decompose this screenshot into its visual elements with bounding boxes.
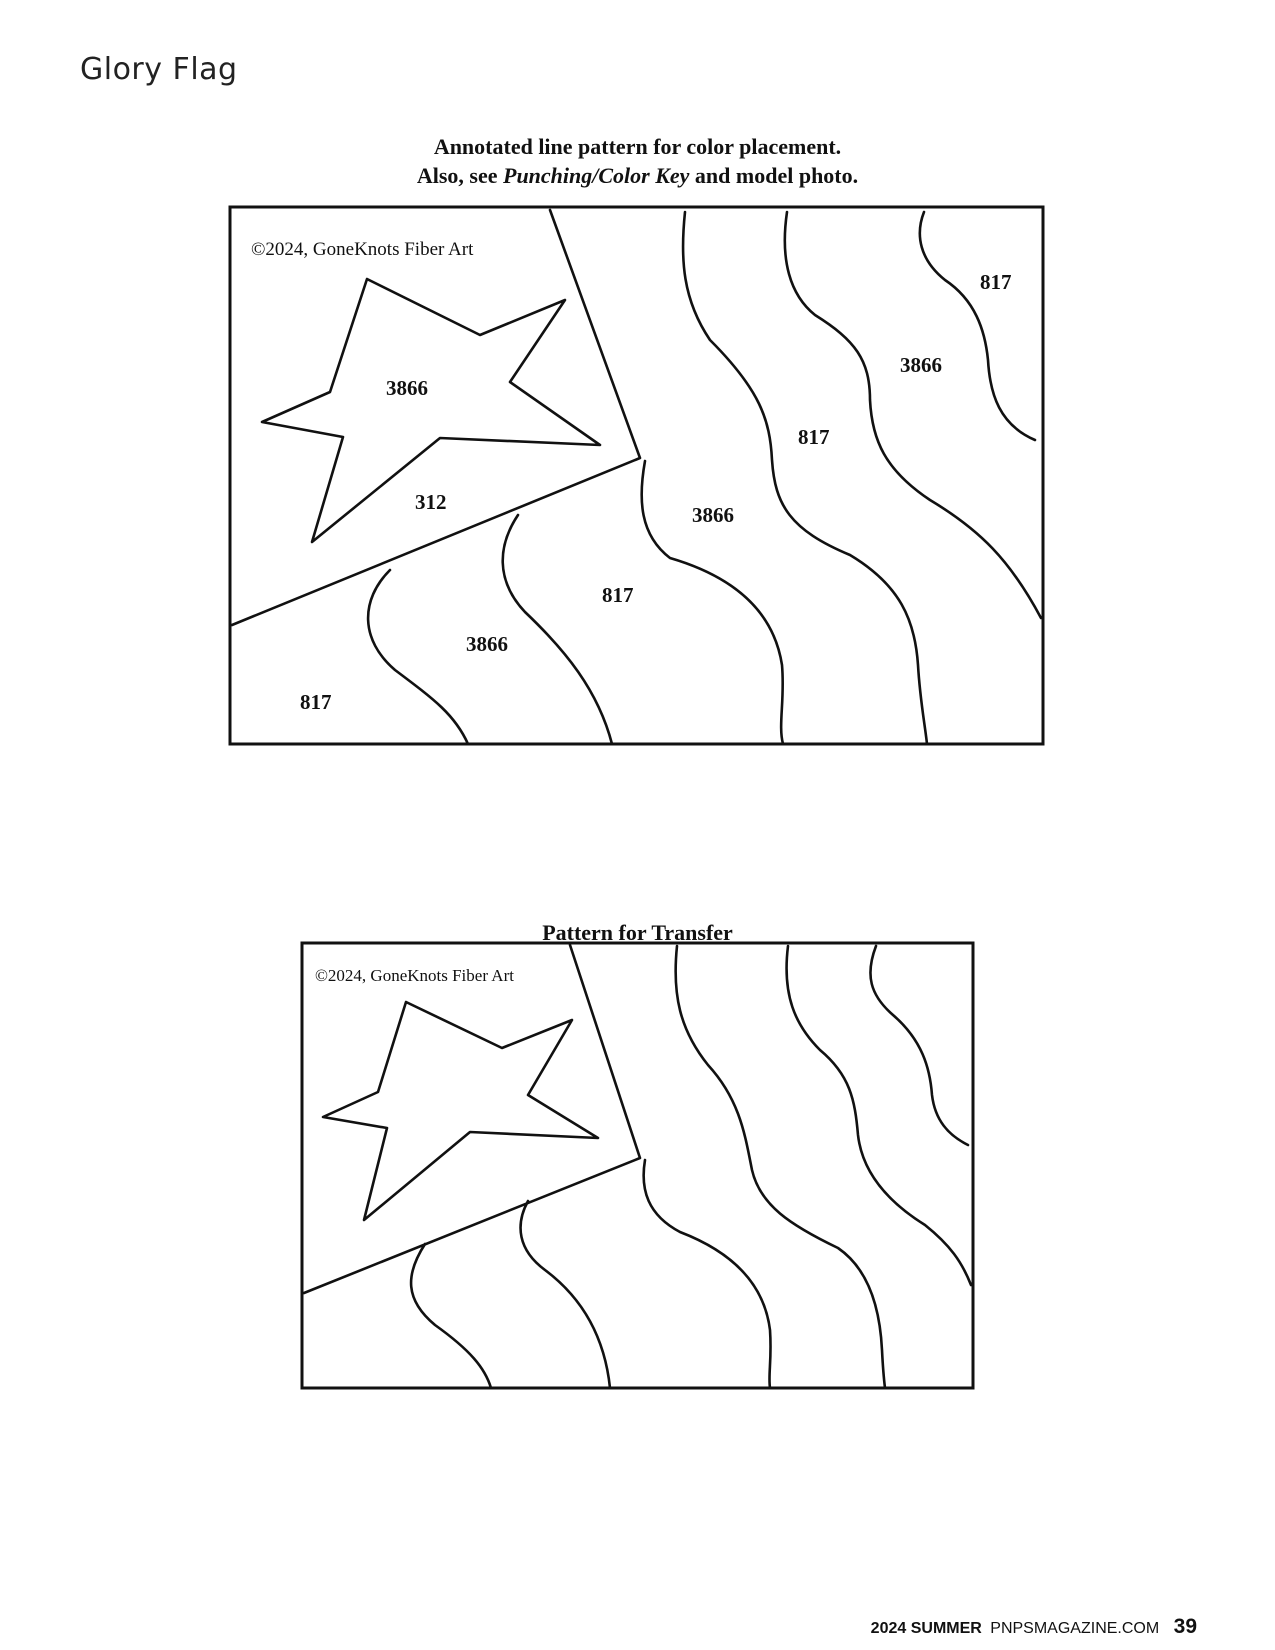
caption-note-prefix: Also, see xyxy=(416,163,503,188)
transfer-star-outline xyxy=(323,1002,598,1220)
annotated-stripe-line-6 xyxy=(920,212,1035,440)
annotated-stripe-line-4 xyxy=(683,212,927,744)
label-canton-312: 312 xyxy=(415,490,447,514)
annotated-stripe-line-2 xyxy=(503,515,612,744)
label-stripe-817-bottom-left: 817 xyxy=(300,690,332,714)
label-stripe-817-middle: 817 xyxy=(798,425,830,449)
label-stripe-3866-middle: 3866 xyxy=(692,503,734,527)
footer-issue: 2024 SUMMER xyxy=(870,1620,982,1637)
annotated-flag-frame xyxy=(230,207,1043,744)
annotated-pattern-caption: Annotated line pattern for color placement. xyxy=(433,134,842,159)
caption-note-suffix: and model photo. xyxy=(689,163,859,188)
transfer-canton-divider xyxy=(304,945,640,1293)
transfer-copyright: ©2024, GoneKnots Fiber Art xyxy=(315,966,514,985)
transfer-pattern-caption: Pattern for Transfer xyxy=(542,920,733,945)
page-number: 39 xyxy=(1173,1615,1197,1638)
label-stripe-817-top-right: 817 xyxy=(980,270,1012,294)
transfer-stripe-line-6 xyxy=(870,946,968,1145)
caption-note-key-reference: Punching/Color Key xyxy=(503,163,690,188)
annotated-copyright: ©2024, GoneKnots Fiber Art xyxy=(251,239,474,260)
annotated-stripe-line-1 xyxy=(368,570,468,744)
label-stripe-3866-lower: 3866 xyxy=(466,632,508,656)
annotated-flag-pattern xyxy=(230,207,1043,744)
transfer-stripe-line-5 xyxy=(787,946,971,1285)
footer-website: PNPSMAGAZINE.COM xyxy=(990,1620,1160,1637)
transfer-flag-pattern xyxy=(302,943,973,1388)
transfer-stripe-line-4 xyxy=(676,946,885,1388)
transfer-stripe-line-2 xyxy=(521,1201,610,1388)
label-stripe-817-lower: 817 xyxy=(602,583,634,607)
page-title: Glory Flag xyxy=(80,52,238,87)
label-star-3866: 3866 xyxy=(386,376,428,400)
transfer-stripe-line-3 xyxy=(644,1160,771,1388)
annotated-canton-divider xyxy=(232,210,640,625)
label-stripe-3866-right: 3866 xyxy=(900,353,942,377)
page-footer xyxy=(871,1615,1197,1639)
transfer-stripe-line-1 xyxy=(411,1244,491,1388)
